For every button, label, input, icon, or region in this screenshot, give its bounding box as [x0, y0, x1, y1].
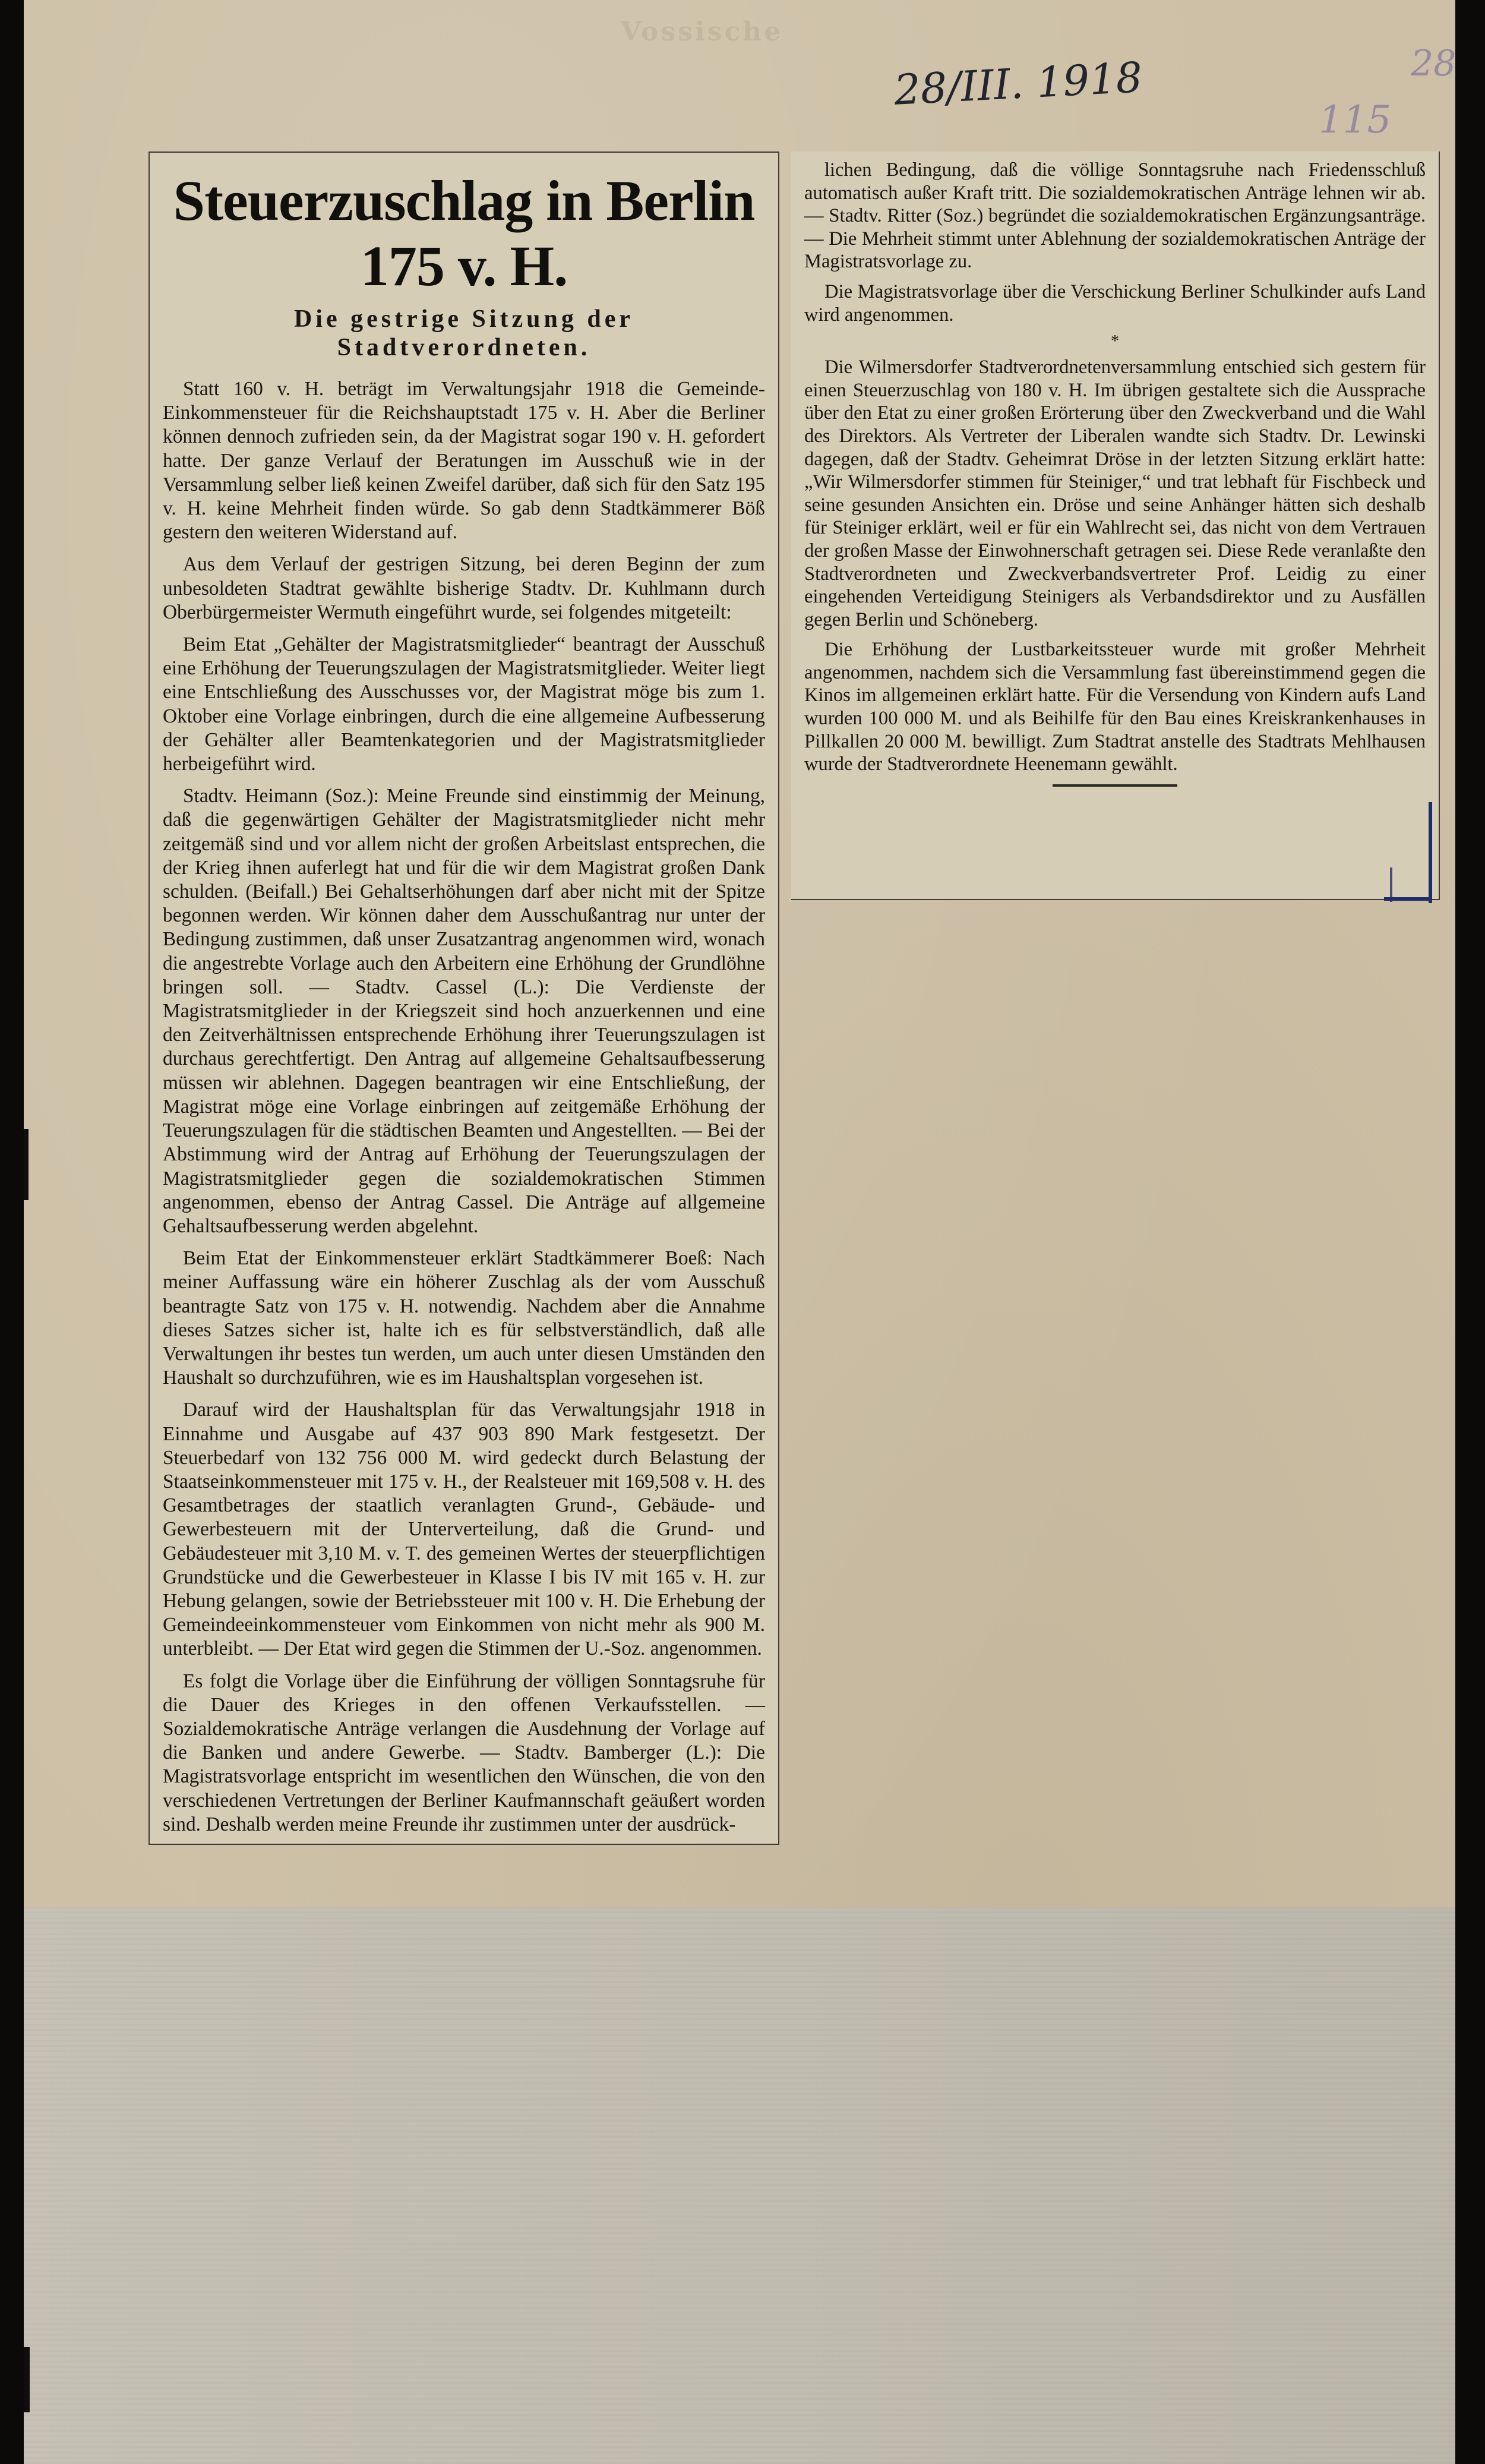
handwritten-page-number: 28	[1411, 43, 1456, 84]
paragraph: Die Magistratsvorlage über die Verschickung Berliner Schulkinder aufs Land wird angenommen.	[804, 280, 1426, 326]
newspaper-stamp: Vossische	[621, 17, 783, 47]
paragraph: Aus dem Verlauf der gestrigen Sitzung, bei deren Beginn der zum unbesoldeten Stadtrat gewählte bisherige Stadtv. Dr. Kuhlmann durch Oberbürgermeister Wermuth eingeführt wurde, sei folgendes mitgeteilt:	[163, 553, 765, 623]
paragraph: Darauf wird der Haushaltsplan für das Verwaltungsjahr 1918 in Einnahme und Ausgabe auf 437 903 890 Mark festgesetzt. Der Steuerbedarf von 132 756 000 M. wird gedeckt durch Belastung der Staatseinkommensteuer mit 175 v. H., der Realsteuer mit 169,508 v. H. des Gesamtbetrages der staatlich veranlagten Grund-, Gebäude- und Gewerbesteuern mit der Unterverteilung, daß die Grund- und Gebäudesteuer mit 3,10 M. v. T. des gemeinen Wertes der steuerpflichtigen Grundstücke und die Gewerbesteuer in Klasse I bis IV mit 165 v. H. zur Hebung gelangen, sowie der Betriebssteuer mit 100 v. H. Die Erhebung der Gemeindeeinkommensteuer vom Einkommen von nicht mehr als 900 M. unterbleibt. — Der Etat wird gegen die Stimmen der U.-Soz. angenommen.	[163, 1399, 765, 1660]
handwritten-date: 28/III. 1918	[893, 53, 1144, 115]
paragraph: Beim Etat „Gehälter der Magistratsmitglieder“ beantragt der Ausschuß eine Erhöhung der Teuerungszulagen der Magistratsmitglieder. Weiter liegt eine Entschließung des Ausschusses vor, der Magistrat möge bis zum 1. Oktober eine Vorlage einbringen, durch die eine allgemeine Aufbesserung der Gehälter aller Beamtenkategorien und der Magistratsmitglieder herbeigeführt wird.	[163, 633, 765, 775]
article-column-right	[791, 152, 1440, 900]
blue-pencil-mark	[1429, 802, 1432, 903]
section-separator: *	[1111, 332, 1119, 351]
page-edge-tear	[24, 2347, 30, 2412]
paragraph: Statt 160 v. H. beträgt im Verwaltungsjahr 1918 die Gemeinde-Einkommensteuer für die Reichshauptstadt 175 v. H. Aber die Berliner können dennoch zufrieden sein, da der Magistrat sogar 190 v. H. gefordert hatte. Der ganze Verlauf der Beratungen im Ausschuß wie in der Versammlung selber ließ keinen Zweifel darüber, daß sich für den Satz 195 v. H. keine Mehrheit finden würde. So gab denn Stadtkämmerer Böß gestern den weiteren Widerstand auf.	[163, 378, 765, 544]
backing-sheet	[24, 1907, 1455, 2464]
blue-pencil-mark	[1390, 867, 1392, 902]
article-headline: Steuerzuschlag in Berlin 175 v. H.	[173, 169, 755, 298]
paragraph: Beim Etat der Einkommensteuer erklärt Stadtkämmerer Boeß: Nach meiner Auffassung wäre ein höherer Zuschlag als der vom Ausschuß beantragte Satz von 175 v. H. notwendig. Nachdem aber die Annahme dieses Satzes sicher ist, halte ich es für selbstverständlich, daß alle Verwaltungen ihr bestes tun werden, um auch unter diesen Umständen den Haushalt so durchzuführen, wie es im Haushaltsplan vorgesehen ist.	[163, 1247, 765, 1389]
page-edge-tear	[24, 1129, 29, 1200]
handwritten-number: 115	[1319, 98, 1392, 142]
end-rule	[1053, 784, 1177, 787]
paragraph: Stadtv. Heimann (Soz.): Meine Freunde sind einstimmig der Meinung, daß die gegenwärtigen Gehälter der Magistratsmitglieder nicht mehr zeitgemäß sind und vor allem nicht der großen Arbeitslast entsprechen, die der Krieg ihnen auferlegt hat und für die wir dem Magistrat großen Dank schulden. (Beifall.) Bei Gehaltserhöhungen darf aber nicht mit der Spitze begonnen werden. Wir können daher dem Ausschußantrag nur unter der Bedingung zustimmen, daß unser Zusatzantrag angenommen wird, wonach die angestrebte Vorlage auch den Arbeitern eine Erhöhung der Grundlöhne bringen soll. — Stadtv. Cassel (L.): Die Verdienste der Magistratsmitglieder in der Kriegszeit sind hoch anzuerkennen und eine den Zeitverhältnissen entsprechende Erhöhung ihrer Teuerungszulagen ist durchaus gerechtfertigt. Den Antrag auf allgemeine Gehaltsaufbesserung müssen wir ablehnen. Dagegen beantragen wir eine Entschließung, der Magistrat möge eine Vorlage einbringen auf zeitgemäße Erhöhung der Teuerungszulagen für die städtischen Beamten und Angestellten. — Bei der Abstimmung wird der Antrag auf Erhöhung der Teuerungszulagen der Magistratsmitglieder gegen die sozialdemokratischen Stimmen angenommen, ebenso der Antrag Cassel. Die Anträge auf allgemeine Gehaltsaufbesserung werden abgelehnt.	[163, 785, 765, 1237]
article-subheadline: Die gestrige Sitzung der Stadtverordneten.	[293, 305, 634, 361]
article-column-left	[148, 152, 779, 1845]
paragraph: lichen Bedingung, daß die völlige Sonntagsruhe nach Friedensschluß automatisch außer Kraft tritt. Die sozialdemokratischen Anträge lehnen wir ab. — Stadtv. Ritter (Soz.) begründet die sozialdemokratischen Ergänzungsanträge. — Die Mehrheit stimmt unter Ablehnung der sozialdemokratischen Anträge der Magistratsvorlage zu.	[804, 159, 1426, 273]
paragraph: Die Wilmersdorfer Stadtverordnetenversammlung entschied sich gestern für einen Steuerzuschlag von 180 v. H. Im übrigen gestaltete sich die Aussprache über den Etat zu einer großen Erörterung über den Zweckverband und die Wahl des Direktors. Als Vertreter der Liberalen wandte sich Stadtv. Dr. Lewinski dagegen, daß der Stadtv. Geheimrat Dröse in der letzten Sitzung erklärt hatte: „Wir Wilmersdorfer stimmen für Steiniger,“ und trat lebhaft für Fischbeck und seine gesunden Ansichten ein. Dröse und seine Anhänger hätten sich deshalb für Steiniger erklärt, weil er für ein Wahlrecht sei, das nicht von dem Vertrauen der großen Masse der Einwohnerschaft getragen sei. Diese Rede veranlaßte den Stadtverordneten und Zweckverbandsvertreter Prof. Leidig zu einer eingehenden Verteidigung Steinigers als Verbandsdirektor und zu Ausfällen gegen Berlin und Schöneberg.	[804, 356, 1426, 630]
paragraph: Es folgt die Vorlage über die Einführung der völligen Sonntagsruhe für die Dauer des Krieges in den offenen Verkaufsstellen. — Sozialdemokratische Anträge verlangen die Ausdehnung der Vorlage auf die Banken und andere Gewerbe. — Stadtv. Bamberger (L.): Die Magistratsvorlage entspricht im wesentlichen den Wünschen, die von den verschiedenen Vertretungen der Berliner Kaufmannschaft geäußert worden sind. Deshalb werden meine Freunde ihr zustimmen unter der ausdrück-	[163, 1670, 765, 1835]
paragraph: Die Erhöhung der Lustbarkeitssteuer wurde mit großer Mehrheit angenommen, nachdem sich die Versammlung fast übereinstimmend gegen die Kinos im allgemeinen erklärt hatte. Für die Versendung von Kindern aufs Land wurden 100 000 M. und als Beihilfe für den Bau eines Kreiskrankenhauses in Pillkallen 20 000 M. bewilligt. Zum Stadtrat anstelle des Stadtrats Mehlhausen wurde der Stadtverordnete Heenemann gewählt.	[804, 639, 1426, 775]
